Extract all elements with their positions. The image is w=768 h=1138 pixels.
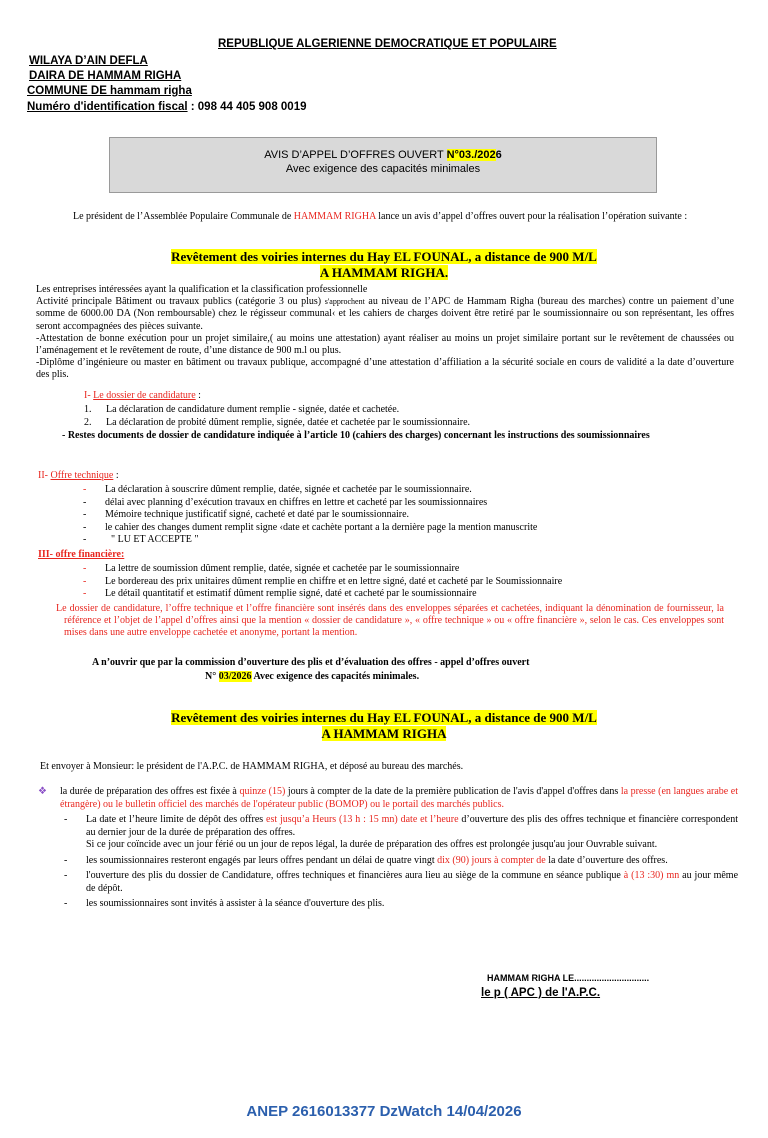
republic-heading: REPUBLIQUE ALGERIENNE DEMOCRATIQUE ET POPULAIRE: [218, 38, 557, 50]
diamond-bullet-icon: ❖: [38, 786, 47, 797]
conditions-block: [36, 284, 734, 382]
section1-title: Le dossier de candidature: [93, 390, 196, 401]
notice-subtitle: Avec exigence des capacités minimales: [285, 163, 481, 175]
delay2-b: est jusqu’a Heurs (13 h : 15 mn) date et l’heure: [266, 814, 459, 825]
delay3-c: la date d’ouverture des offres.: [545, 854, 668, 866]
list-text: Mémoire technique justificatif signé, cacheté et daté par le soumissionnaire.: [105, 509, 410, 520]
list-text: La lettre de soumission dûment remplie, datée, signée et cachetée par le soumissionnaire: [105, 563, 460, 574]
fiscal-id-line: [27, 101, 307, 113]
list-marker: -: [83, 509, 87, 520]
section2-heading: [38, 470, 119, 481]
list-item: [83, 509, 738, 522]
notice-title-box: [109, 137, 657, 193]
wilaya-line: WILAYA D’AIN DEFLA: [29, 55, 148, 67]
notice-number-end: 6: [495, 149, 502, 161]
list-text: Le détail quantitatif et estimatif dûment remplie signé, daté et cacheté par le soumissionnaire: [105, 588, 477, 599]
list-marker: 1.: [84, 404, 92, 415]
mention-suffix: Avec exigence des capacités minimales.: [251, 671, 420, 682]
delay1-a: la durée de préparation des offres est fixée à: [60, 786, 240, 797]
project-title-repeat: [0, 710, 768, 742]
list-item: [83, 497, 738, 510]
fiscal-id-label: Numéro d'identification fiscal: [27, 101, 188, 113]
list-item: [83, 484, 738, 497]
conditions-p2b: s'approchent: [324, 297, 365, 307]
section2-list: [83, 484, 738, 547]
dash-bullet: -: [64, 870, 68, 881]
commune-line: COMMUNE DE hammam righa: [27, 85, 192, 97]
list-marker: 2.: [84, 416, 92, 428]
fiscal-id-value: : 098 44 405 908 0019: [187, 101, 307, 113]
notice-title-prefix: AVIS D’APPEL D’OFFRES OUVERT: [264, 149, 447, 161]
list-item: [83, 534, 738, 547]
delay2-a: La date et l’heure limite de dépôt des offres: [86, 814, 267, 825]
delay3-b: dix (90) jours à compter de: [437, 854, 546, 866]
list-text: La déclaration à souscrire dûment remplie, datée, signée et cachetée par le soumissionnaire.: [105, 484, 472, 495]
notice-number: N°03./202: [446, 149, 496, 161]
mention-line1: A n’ouvrir que par la commission d’ouverture des plis et d’évaluation des offres - appel d’offres ouvert: [92, 657, 530, 668]
delay2-d: Si ce jour coïncide avec un jour férié ou un jour de repos légal, la durée de préparation des offres est prolongée jusqu'au jour Ouvrable suivant.: [86, 839, 658, 850]
delay4-c: au jour même de dépôt.: [86, 870, 739, 894]
project-title-line1: Revêtement des voiries internes du Hay EL FOUNAL, a distance de 900 M/L: [171, 249, 597, 264]
list-marker: -: [83, 521, 87, 533]
mention-n-prefix: N°: [205, 671, 219, 682]
list-text: La déclaration de candidature dument remplie - signée, datée et cachetée.: [106, 404, 400, 415]
intro-paragraph: [55, 211, 731, 223]
delay4-a: l'ouverture des plis du dossier de Candidature, offres techniques et financières aura lieu au siège de la commune en séance publique: [86, 870, 624, 881]
delay5: les soumissionnaires sont invités à assister à la séance d'ouverture des plis.: [86, 898, 385, 909]
envelopes-note: Le dossier de candidature, l’offre technique et l’offre financière sont insérés dans des enveloppes séparées et cachetées, indiquant la dénomination de fournisseur, la référence et l’objet de l’appel d’offres ainsi que la mention « dossier de candidature », « offre technique » ou « offre financière », selon le cas. Ces enveloppes sont mises dans une autre enveloppe cachetée et anonyme, portant la mention.: [56, 603, 724, 639]
intro-after: lance un avis d’appel d’offres ouvert pour la réalisation l’opération suivante :: [375, 211, 688, 222]
list-item: [84, 417, 734, 430]
list-item: [38, 855, 738, 868]
notice-title: [110, 149, 656, 161]
list-marker: -: [83, 534, 87, 545]
dash-bullet: -: [64, 898, 68, 909]
section1-list: [84, 404, 734, 429]
section2-title: Offre technique: [50, 470, 114, 481]
delay4-b: à (13 :30) mn: [623, 870, 680, 881]
section2-num: II-: [38, 470, 51, 481]
intro-place: HAMMAM RIGHA: [293, 211, 376, 222]
list-item: [38, 870, 738, 895]
section1-note: - Restes documents de dossier de candidature indiquée à l’article 10 (cahiers des charges) concernant les instructions des soumissionnaires: [62, 430, 650, 441]
list-text: Le bordereau des prix unitaires dûment remplie en chiffre et en lettre signé, daté et cacheté par le Soumissionnaire: [105, 575, 563, 587]
list-marker: -: [83, 484, 87, 495]
conditions-p2a: Activité principale Bâtiment ou travaux publics (catégorie 3 ou plus): [36, 296, 325, 308]
list-item: [83, 522, 738, 535]
signature-place-date: HAMMAM RIGHA LE..............................: [487, 973, 650, 983]
dash-bullet: -: [64, 814, 68, 825]
list-item: [38, 786, 738, 811]
envelope-mention: [92, 656, 712, 684]
section3-heading: III- offre financière:: [38, 549, 125, 560]
conditions-p1: Les entreprises intéressées ayant la qualification et la classification professionnelle: [36, 284, 368, 295]
section1-num: I-: [84, 390, 94, 401]
section1-colon: :: [195, 390, 201, 401]
list-text: " LU ET ACCEPTE ": [111, 534, 199, 545]
project-title-line2: A HAMMAM RIGHA.: [319, 265, 449, 280]
list-marker: -: [83, 496, 87, 508]
mention-line2: [92, 670, 712, 684]
section2-colon: :: [113, 470, 119, 481]
project-title-repeat-line2: A HAMMAM RIGHA: [321, 726, 447, 741]
project-title-repeat-line1: Revêtement des voiries internes du Hay EL FOUNAL, a distance de 900 M/L: [171, 710, 597, 725]
list-item: [38, 814, 738, 852]
list-marker: -: [83, 563, 87, 574]
list-item: [38, 898, 738, 911]
delay1-b: quinze (15): [239, 786, 286, 797]
footer-reference: ANEP 2616013377 DzWatch 14/04/2026: [246, 1103, 522, 1120]
list-marker: -: [83, 588, 87, 599]
section3-list: [83, 563, 738, 601]
section1-heading: [84, 390, 201, 401]
list-item: [83, 576, 738, 589]
list-item: [83, 588, 738, 601]
delay1-d: la presse (en langues arabe et étrangère) ou le bulletin officiel des marchés de l'opérateur public (BOMOP) ou le portail des marchés publics.: [60, 786, 738, 810]
delay2-c: d’ouverture des plis des offres technique et financière correspondent au dernier jour de la durée de préparation des offres.: [86, 814, 738, 838]
conditions-p3: -Attestation de bonne exécution pour un projet similaire,( au moins une attestation) ayant réaliser au moins un projet similaire portant sur le revêtement de chaussées ou l’aménagement et le revêtement de route, d’une distance de 900 m.l ou plus.: [36, 332, 734, 357]
project-title: [0, 249, 768, 281]
daira-line: DAIRA DE HAMMAM RIGHA: [29, 70, 182, 82]
delay1-c: jours à compter de la date de la première publication de l'avis d'appel d'offres dans: [285, 786, 621, 797]
list-text: délai avec planning d’exécution travaux en chiffres en lettre et cacheté par les soumissionnaires: [105, 496, 488, 508]
conditions-p2: [36, 296, 734, 333]
delay3-a: les soumissionnaires resteront engagés par leurs offres pendant un délai de quatre vingt: [86, 854, 438, 866]
send-instructions: Et envoyer à Monsieur: le président de l'A.P.C. de HAMMAM RIGHA, et déposé au bureau des marchés.: [40, 761, 464, 772]
conditions-p2c: au niveau de l’APC de Hammam Righa (bureau des marches) contre un paiement d’une somme de 6000.00 DA (Non remboursable) chez le régisseur communal‹ et les cahiers de charges doivent être retiré par le soumissionnaire ou son représentant, les offres seront accompagnées des pièces suivante.: [36, 296, 734, 332]
dash-bullet: -: [64, 854, 68, 866]
list-item: [83, 563, 738, 576]
conditions-p4: -Diplôme d’ingénieure ou master en bâtiment ou travaux publique, accompagné d’une attestation d’affiliation a la sécurité sociale en cours de validité a la date d’ouverture des plis.: [36, 357, 734, 381]
intro-before: Le président de l’Assemblée Populaire Communale de: [73, 211, 294, 222]
list-text: La déclaration de probité dûment remplie, signée, datée et cachetée par le soumissionnaire.: [106, 416, 471, 428]
mention-number: 03/2026: [218, 671, 252, 682]
signature-signer: le p ( APC ) de l'A.P.C.: [481, 987, 601, 999]
list-text: le cahier des changes dument remplit signe ‹date et cachète portant a la dernière page la mention manuscrite: [105, 521, 538, 533]
list-marker: -: [83, 575, 87, 587]
list-item: [84, 404, 734, 417]
delays-block: [38, 786, 738, 911]
